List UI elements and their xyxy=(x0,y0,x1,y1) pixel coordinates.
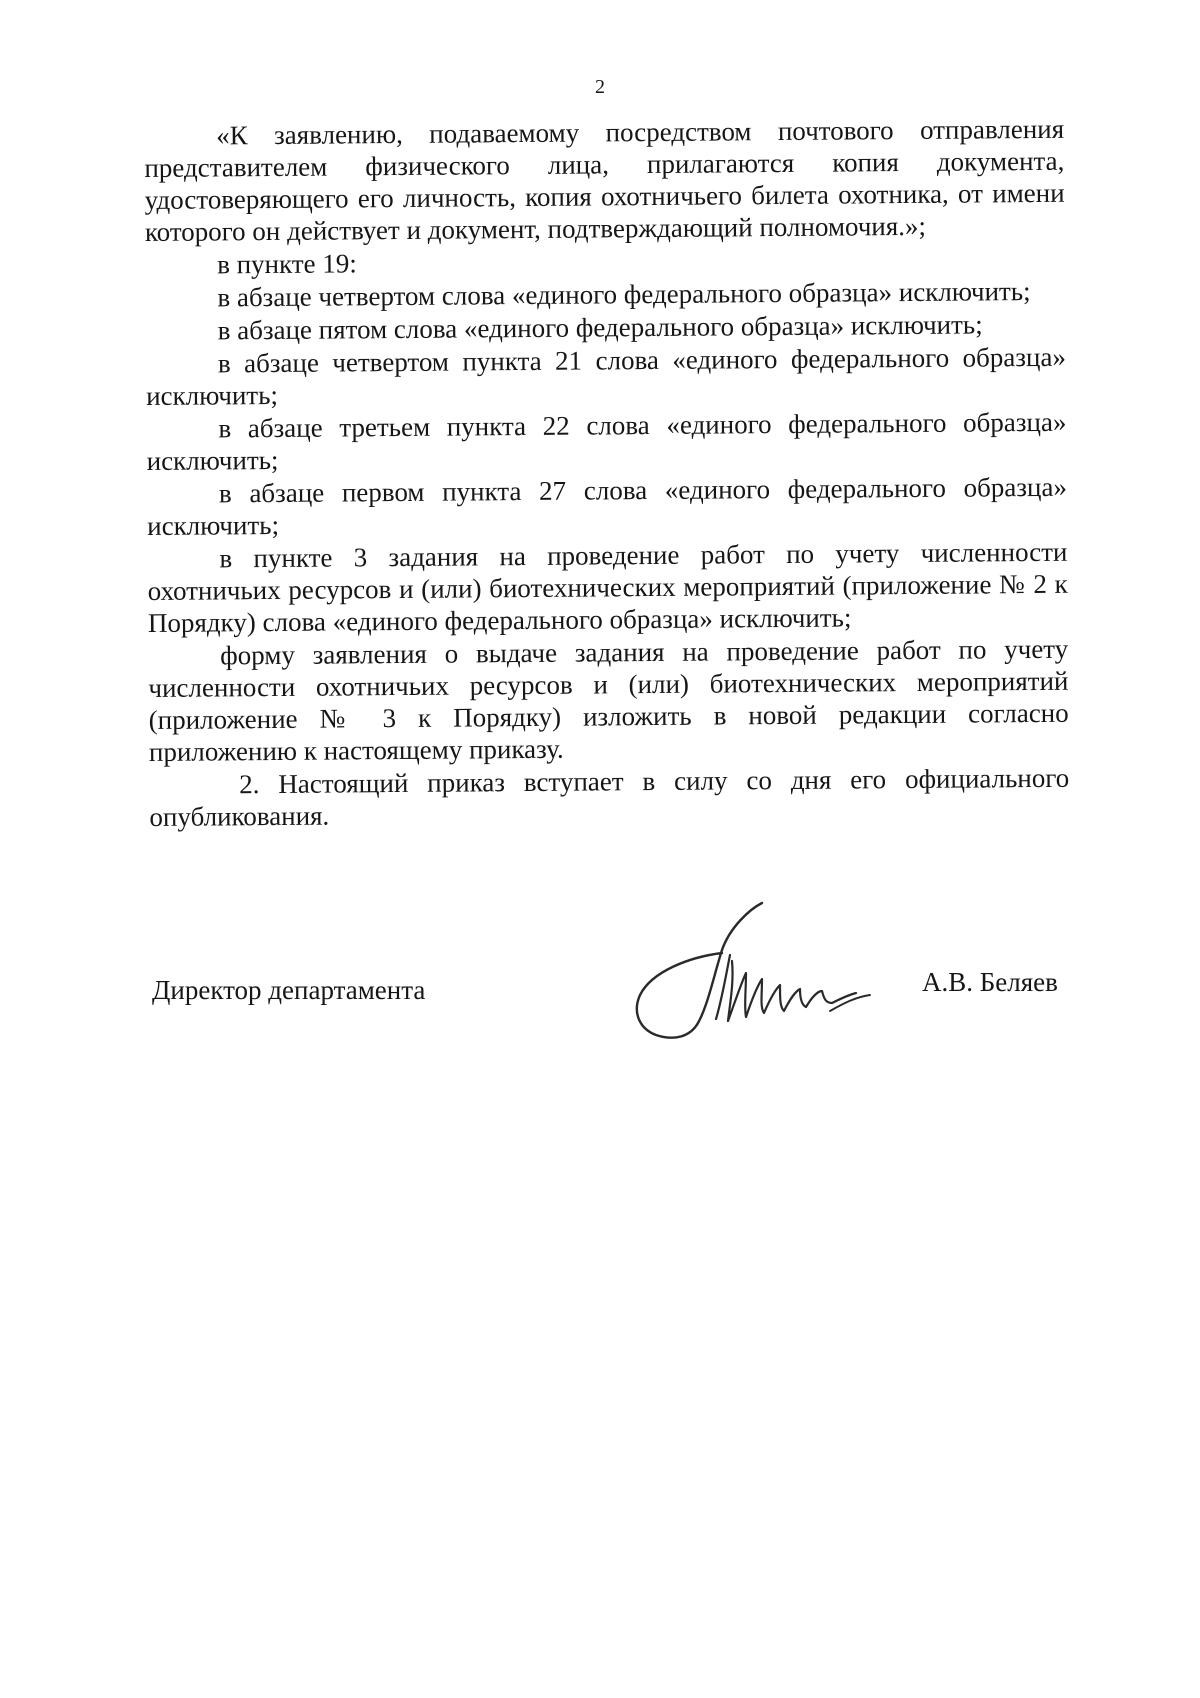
signatory-name: А.В. Беляев xyxy=(922,967,1058,997)
paragraph-effective-date: 2. Настоящий приказ вступает в силу со дня его официального опубликования. xyxy=(149,762,1070,832)
handwritten-signature xyxy=(630,895,890,1045)
paragraph-point-27: в абзаце первом пункта 27 слова «единого федерального образца» исключить; xyxy=(147,471,1068,541)
paragraph-point-19: в пункте 19: xyxy=(217,248,357,280)
document-body xyxy=(144,113,1070,834)
paragraph-fourth-abzac: в абзаце четвертом слова «единого федерального образца» исключить; xyxy=(217,276,1031,313)
page-number: 2 xyxy=(595,76,605,98)
paragraph-task-point-3: в пункте 3 задания на проведение работ по учету численности охотничьих ресурсов и (или) биотехнических мероприятий (приложение № 2 к Порядку) слова «единого федерального образца» исключить; xyxy=(147,536,1068,638)
paragraph-point-21: в абзаце четвертом пункта 21 слова «единого федерального образца» исключить; xyxy=(146,341,1067,411)
paragraph-fifth-abzac: в абзаце пятом слова «единого федерального образца» исключить; xyxy=(217,309,983,346)
paragraph-point-22: в абзаце третьем пункта 22 слова «единого федерального образца» исключить; xyxy=(146,406,1067,476)
paragraph-application-form: форму заявления о выдаче задания на проведение работ по учету численности охотничьих ресурсов и (или) биотехнических мероприятий (приложение № 3 к Порядку) изложить в новой редакции согласно приложению к настоящему приказу. xyxy=(148,633,1069,767)
paragraph-attachment-clause: «К заявлению, подаваемому посредством почтового отправления представителем физического лица, прилагаются копия документа, удостоверяющего его личность, копия охотничьего билета охотника, от имени которого он действует и документ, подтверждающий полномочия.»; xyxy=(144,113,1065,247)
signatory-position: Директор департамента xyxy=(152,975,426,1005)
